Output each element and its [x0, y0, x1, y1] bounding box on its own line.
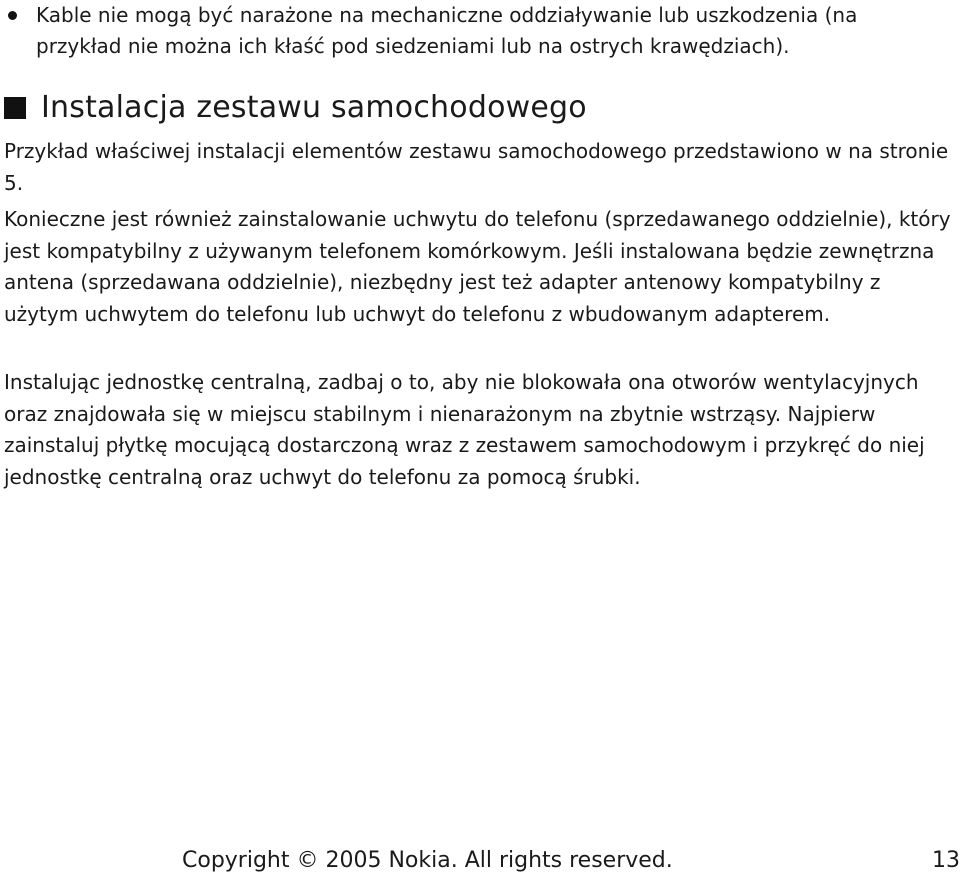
paragraph-phone-holder: Konieczne jest również zainstalowanie uchwytu do telefonu (sprzedawanego oddzielnie), który jest kompatybilny z używanym telefonem komórkowym. Jeśli instalowana będzie zewnętrzna antena (sprzedawana oddzielnie), niezbędny jest też adapter antenowy kompatybilny z użytym uchwytem do telefonu lub uchwyt do telefonu z wbudowanym adapterem. — [4, 207, 951, 326]
section-heading — [4, 88, 587, 128]
paragraph-example-location: Przykład właściwej instalacji elementów zestawu samochodowego przedstawiono w na stronie 5. — [4, 139, 949, 195]
bullet-text: Kable nie mogą być narażone na mechaniczne oddziaływanie lub uszkodzenia (na przykład nie można ich kłaść pod siedzeniami lub na ostrych krawędziach). — [36, 3, 858, 58]
section-title: Instalacja zestawu samochodowego — [41, 90, 587, 125]
page-number: 13 — [932, 848, 960, 873]
paragraph-central-unit: Instalując jednostkę centralną, zadbaj o to, aby nie blokowała ona otworów wentylacyjnych oraz znajdowała się w miejscu stabilnym i nienarażonym na zbytnie wstrząsy. Najpierw zainstaluj płytkę mocującą dostarczoną wraz z zestawem samochodowym i przykręć do niej jednostkę centralną oraz uchwyt do telefonu za pomocą śrubki. — [4, 370, 925, 489]
bullet-item — [8, 0, 948, 62]
bullet-dot-icon — [8, 11, 17, 20]
footer-copyright: Copyright © 2005 Nokia. All rights reserved. — [182, 848, 673, 873]
square-bullet-icon — [4, 97, 26, 119]
